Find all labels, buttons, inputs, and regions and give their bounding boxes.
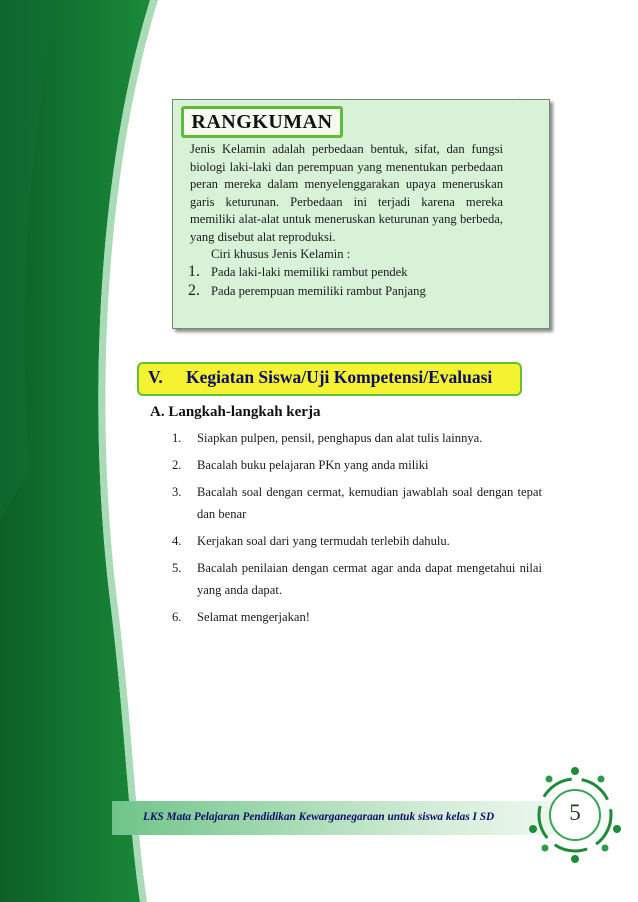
list-number: 2. xyxy=(188,282,200,299)
steps-list xyxy=(172,427,542,633)
list-item xyxy=(188,282,426,301)
list-item xyxy=(172,557,542,601)
section-number: V. xyxy=(148,367,163,387)
list-text: Pada perempuan memiliki rambut Panjang xyxy=(211,284,426,298)
features-title: Ciri khusus Jenis Kelamin : xyxy=(211,247,351,261)
list-text: Bacalah buku pelajaran PKn yang anda miliki xyxy=(197,458,429,472)
list-text: Pada laki-laki memiliki rambut pendek xyxy=(211,265,408,279)
list-item xyxy=(188,263,426,282)
list-number: 2. xyxy=(172,458,182,472)
list-text: Bacalah soal dengan cermat, kemudian jawablah soal dengan tepat dan benar xyxy=(197,485,542,521)
section-title: Kegiatan Siswa/Uji Kompetensi/Evaluasi xyxy=(186,367,493,387)
list-number: 1. xyxy=(188,263,200,280)
list-number: 3. xyxy=(172,485,182,499)
list-text: Selamat mengerjakan! xyxy=(197,610,310,624)
list-text: Bacalah penilaian dengan cermat agar anda dapat mengetahui nilai yang anda dapat. xyxy=(197,561,542,597)
summary-title-tab xyxy=(181,106,343,138)
list-number: 5. xyxy=(172,561,182,575)
steps-heading: A. Langkah-langkah kerja xyxy=(150,404,321,420)
list-item xyxy=(172,481,542,525)
list-number: 6. xyxy=(172,610,182,624)
summary-title: RANGKUMAN xyxy=(191,110,333,133)
list-text: Siapkan pulpen, pensil, penghapus dan alat tulis lainnya. xyxy=(197,431,483,445)
list-item xyxy=(172,454,542,476)
list-item xyxy=(172,427,542,449)
summary-paragraph: Jenis Kelamin adalah perbedaan bentuk, sifat, dan fungsi biologi laki-laki dan perempuan yang menentukan perbedaan peran mereka dalam menyelenggarakan upaya meneruskan garis keturunan. Perbedaan ini terjadi karena mereka memiliki alat-alat untuk meneruskan keturunan yang berbeda, yang disebut alat reproduksi. xyxy=(190,142,503,244)
list-number: 4. xyxy=(172,534,182,548)
list-text: Kerjakan soal dari yang termudah terlebih dahulu. xyxy=(197,534,450,548)
features-list xyxy=(188,263,426,301)
list-item xyxy=(172,530,542,552)
footer-text: LKS Mata Pelajaran Pendidikan Kewarganegaraan untuk siswa kelas I SD xyxy=(143,811,495,823)
page-number: 5 xyxy=(569,800,581,825)
list-item xyxy=(172,606,542,628)
list-number: 1. xyxy=(172,431,182,445)
